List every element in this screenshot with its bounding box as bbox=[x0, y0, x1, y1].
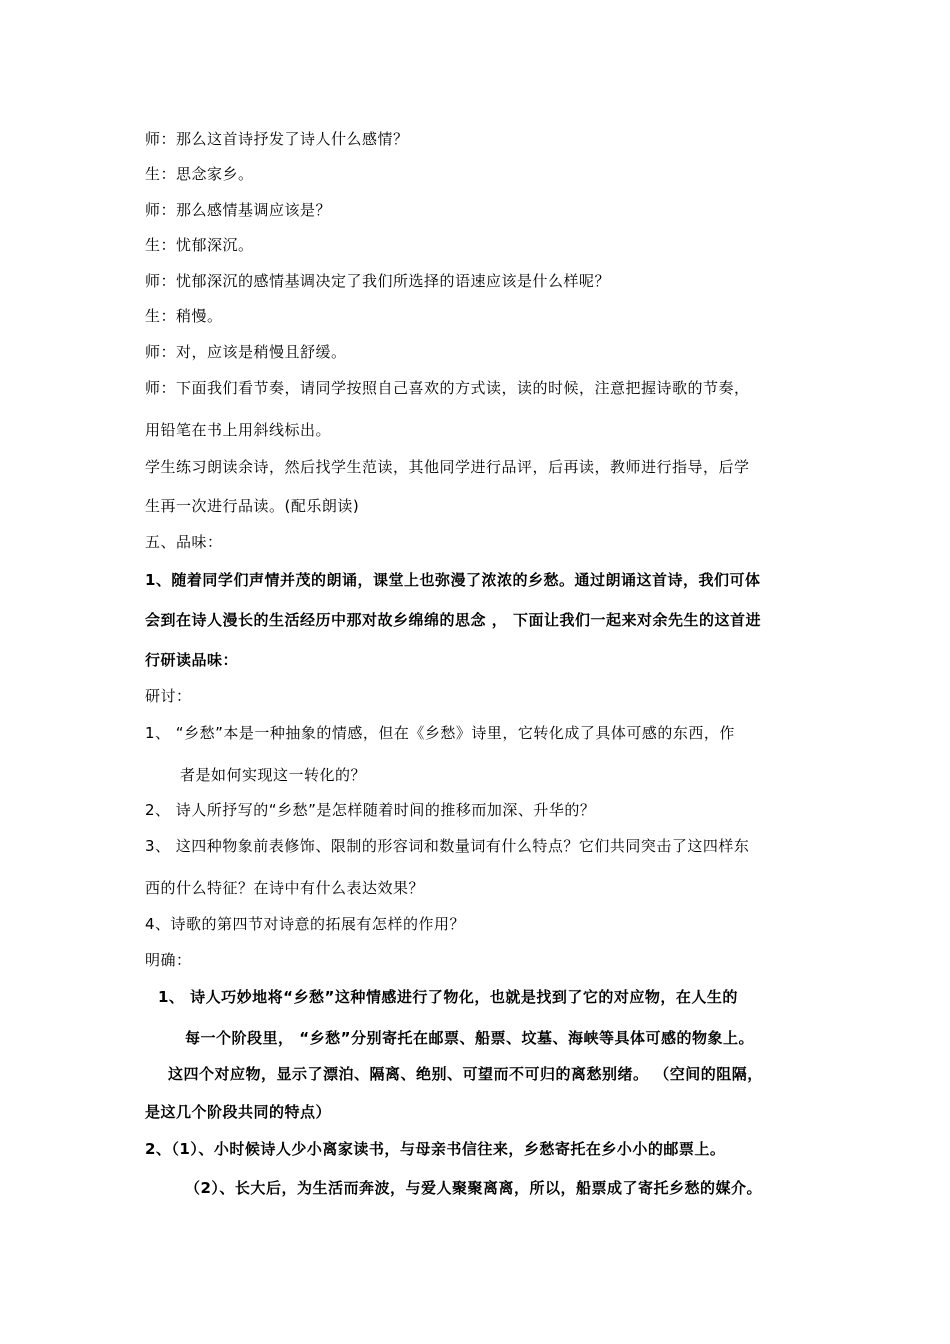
dialogue-line: 生：忧郁深沉。 bbox=[145, 236, 254, 254]
dialogue-line: 生：稍慢。 bbox=[145, 307, 223, 325]
intro-line: 会到在诗人漫长的生活经历中那对故乡绵绵的思念 ， 下面让我们一起来对余先生的这首进 bbox=[145, 611, 761, 629]
clarify-label: 明确： bbox=[145, 951, 192, 969]
question-line: 西的什么特征？在诗中有什么表达效果？ bbox=[145, 879, 425, 897]
dialogue-line: 师：那么这首诗抒发了诗人什么感情？ bbox=[145, 130, 409, 148]
answer-line: （2）、长大后，为生活而奔波，与爱人聚聚离离，所以，船票成了寄托乡愁的媒介。 bbox=[185, 1179, 762, 1197]
answer-line: 1、 诗人巧妙地将“乡愁”这种情感进行了物化，也就是找到了它的对应物，在人生的 bbox=[158, 988, 738, 1006]
dialogue-line: 师：下面我们看节奏，请同学按照自己喜欢的方式读，读的时候，注意把握诗歌的节奏， bbox=[145, 379, 750, 397]
question-line: 2、 诗人所抒写的“乡愁”是怎样随着时间的推移而加深、升华的？ bbox=[145, 801, 596, 819]
intro-line: 1、随着同学们声情并茂的朗诵，课堂上也弥漫了浓浓的乡愁。通过朗诵这首诗，我们可体 bbox=[145, 571, 761, 589]
discussion-label: 研讨： bbox=[145, 687, 192, 705]
answer-line: 这四个对应物，显示了漂泊、隔离、绝别、可望而不可归的离愁别绪。 （空间的阻隔， bbox=[168, 1065, 763, 1083]
question-line: 4、诗歌的第四节对诗意的拓展有怎样的作用？ bbox=[145, 915, 466, 933]
dialogue-line: 生再一次进行品读。(配乐朗读) bbox=[145, 497, 360, 515]
dialogue-line: 师：那么感情基调应该是？ bbox=[145, 201, 332, 219]
intro-line: 行研读品味： bbox=[145, 651, 239, 669]
question-line: 3、 这四种物象前表修饰、限制的形容词和数量词有什么特点？它们共同突击了这四样东 bbox=[145, 837, 750, 855]
question-line: 1、 “乡愁”本是一种抽象的情感，但在《乡愁》诗里，它转化成了具体可感的东西，作 bbox=[145, 724, 735, 742]
answer-line: 每一个阶段里， “乡愁”分别寄托在邮票、船票、坟墓、海峡等具体可感的物象上。 bbox=[185, 1029, 754, 1047]
dialogue-line: 生：思念家乡。 bbox=[145, 165, 254, 183]
dialogue-line: 用铅笔在书上用斜线标出。 bbox=[145, 421, 332, 439]
answer-line: 是这几个阶段共同的特点） bbox=[145, 1103, 332, 1121]
dialogue-line: 师：忧郁深沉的感情基调决定了我们所选择的语速应该是什么样呢？ bbox=[145, 272, 611, 290]
dialogue-line: 师：对，应该是稍慢且舒缓。 bbox=[145, 343, 347, 361]
dialogue-line: 学生练习朗读余诗，然后找学生范读，其他同学进行品评，后再读，教师进行指导，后学 bbox=[145, 458, 750, 476]
section-heading: 五、品味： bbox=[145, 533, 223, 551]
question-line: 者是如何实现这一转化的？ bbox=[180, 766, 367, 784]
answer-line: 2、（1）、小时候诗人少小离家读书，与母亲书信往来，乡愁寄托在乡小小的邮票上。 bbox=[145, 1140, 726, 1158]
